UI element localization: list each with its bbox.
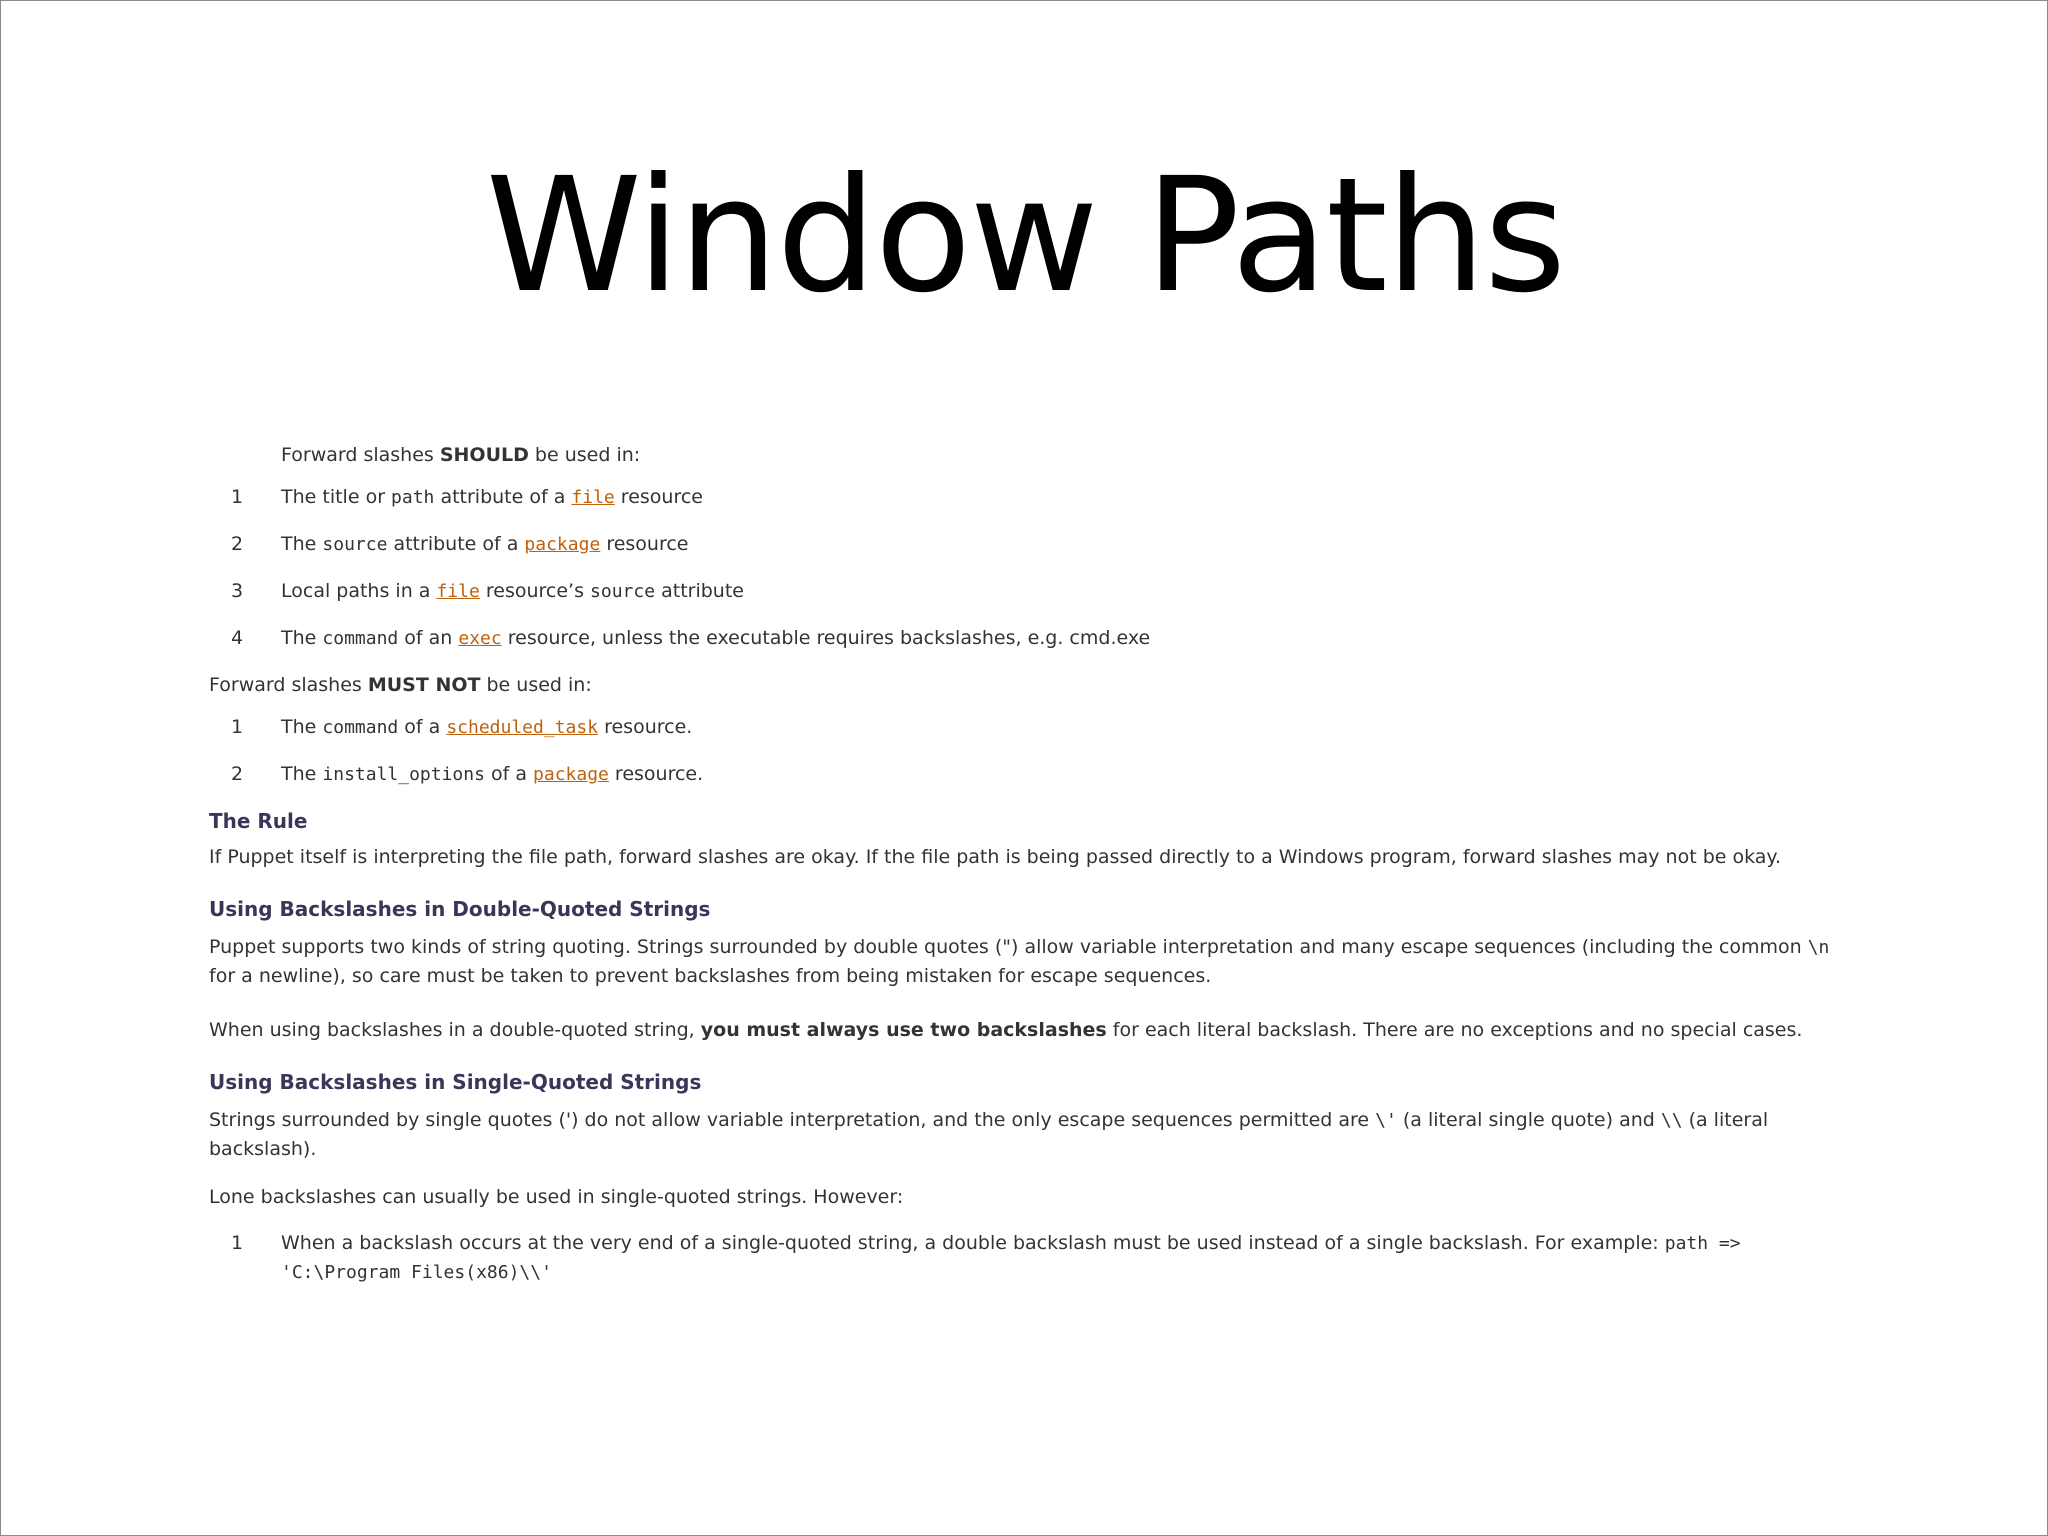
list-item: 2 The install_options of a package resource.	[209, 760, 1849, 789]
list-number: 3	[231, 580, 244, 602]
list-item: 1 The title or path attribute of a file resource	[209, 483, 1849, 512]
code-source: source	[322, 534, 388, 555]
slide-title: Window Paths	[485, 144, 1565, 328]
single-list	[209, 1229, 1849, 1287]
should-list	[209, 483, 1849, 653]
list-item: 1 The command of a scheduled_task resource.	[209, 713, 1849, 742]
heading-the-rule: The Rule	[209, 809, 308, 833]
code-example-path: path => 'C:\Program Files(x86)\\'	[281, 1233, 1741, 1283]
code-command: command	[322, 628, 399, 649]
must-not-intro: Forward slashes MUST NOT be used in:	[209, 674, 592, 696]
link-package[interactable]: package	[533, 764, 609, 785]
code-command: command	[322, 717, 399, 738]
list-item: 3 Local paths in a file resource’s source attribute	[209, 577, 1849, 606]
code-escaped-quote: \'	[1375, 1110, 1397, 1131]
code-source: source	[590, 581, 656, 602]
list-item: 1 When a backslash occurs at the very end of a single-quoted string, a double backslash must be used instead of a single backslash. For example: path => 'C:\Program Files(x86)\\'	[209, 1229, 1849, 1287]
list-number: 2	[231, 533, 244, 555]
link-exec[interactable]: exec	[458, 628, 502, 649]
single-paragraph-1: Strings surrounded by single quotes (') do not allow variable interpretation, and the only escape sequences permitted are \' (a literal single quote) and \\ (a literal backslash).	[209, 1109, 1769, 1160]
heading-double-quoted: Using Backslashes in Double-Quoted Strings	[209, 897, 711, 921]
list-number: 4	[231, 627, 244, 649]
slide-content	[209, 441, 1849, 1305]
code-path: path	[391, 487, 435, 508]
link-file[interactable]: file	[436, 581, 480, 602]
list-number: 1	[231, 716, 244, 738]
list-number: 2	[231, 763, 244, 785]
code-escaped-backslash: \\	[1660, 1110, 1683, 1131]
heading-single-quoted: Using Backslashes in Single-Quoted Strings	[209, 1070, 702, 1094]
list-number: 1	[231, 486, 244, 508]
should-intro: Forward slashes SHOULD be used in:	[281, 444, 641, 466]
link-scheduled-task[interactable]: scheduled_task	[446, 717, 599, 738]
code-install-options: install_options	[322, 764, 485, 785]
must-not-list	[209, 713, 1849, 789]
link-file[interactable]: file	[571, 487, 615, 508]
list-item: 2 The source attribute of a package resource	[209, 530, 1849, 559]
link-package[interactable]: package	[524, 534, 601, 555]
single-paragraph-2: Lone backslashes can usually be used in single-quoted strings. However:	[209, 1186, 904, 1208]
code-newline: \n	[1807, 937, 1830, 958]
rule-text: If Puppet itself is interpreting the file path, forward slashes are okay. If the file path is being passed directly to a Windows program, forward slashes may not be okay.	[209, 846, 1782, 868]
double-paragraph-1: Puppet supports two kinds of string quoting. Strings surrounded by double quotes (") allow variable interpretation and many escape sequences (including the common \n for a newline), so care must be taken to prevent backslashes from being mistaken for escape sequences.	[209, 936, 1830, 987]
double-paragraph-2: When using backslashes in a double-quoted string, you must always use two backslashes for each literal backslash. There are no exceptions and no special cases.	[209, 1019, 1803, 1041]
list-item: 4 The command of an exec resource, unless the executable requires backslashes, e.g. cmd.exe	[209, 624, 1849, 653]
list-number: 1	[231, 1232, 244, 1254]
